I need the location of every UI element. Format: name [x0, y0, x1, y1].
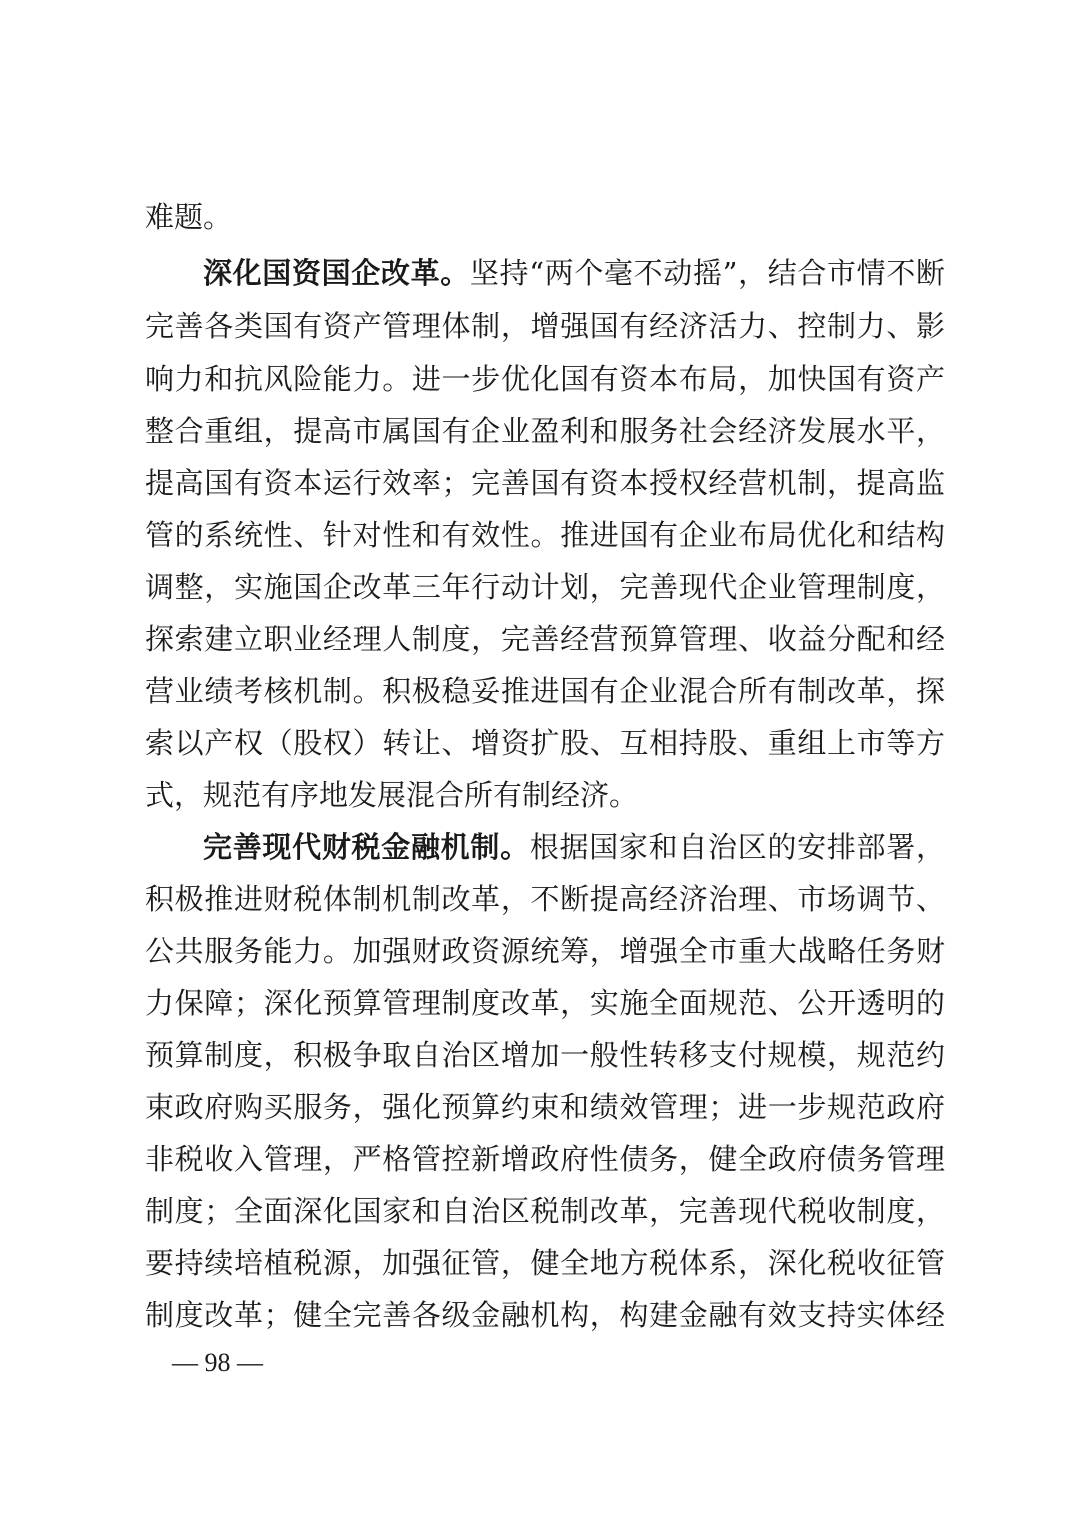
section-heading: 深化国资国企改革。	[203, 256, 470, 290]
paragraph-line: 制度改革；健全完善各级金融机构，构建金融有效支持实体经	[145, 1298, 945, 1332]
paragraph-line: 力保障；深化预算管理制度改革，实施全面规范、公开透明的	[145, 986, 945, 1020]
paragraph-line: 管的系统性、针对性和有效性。推进国有企业布局优化和结构	[145, 518, 945, 552]
paragraph-line: 式，规范有序地发展混合所有制经济。	[145, 778, 639, 812]
paragraph-line: 要持续培植税源，加强征管，健全地方税体系，深化税收征管	[145, 1246, 945, 1280]
paragraph-line: 公共服务能力。加强财政资源统筹，增强全市重大战略任务财	[145, 934, 945, 968]
paragraph-line: 难题。	[145, 200, 233, 234]
paragraph-line: 束政府购买服务，强化预算约束和绩效管理；进一步规范政府	[145, 1090, 945, 1124]
paragraph-line: 制度；全面深化国家和自治区税制改革，完善现代税收制度，	[145, 1194, 945, 1228]
paragraph-line: 探索建立职业经理人制度，完善经营预算管理、收益分配和经	[145, 622, 945, 656]
paragraph-line: 整合重组，提高市属国有企业盈利和服务社会经济发展水平，	[145, 414, 945, 448]
paragraph-line: 提高国有资本运行效率；完善国有资本授权经营机制，提高监	[145, 466, 945, 500]
section-heading: 完善现代财税金融机制。	[203, 830, 530, 864]
paragraph-line: 积极推进财税体制机制改革，不断提高经济治理、市场调节、	[145, 882, 945, 916]
paragraph-line: 响力和抗风险能力。进一步优化国有资本布局，加快国有资产	[145, 362, 945, 396]
page-number: — 98 —	[172, 1348, 263, 1377]
paragraph-line: 完善现代财税金融机制。根据国家和自治区的安排部署，	[203, 830, 945, 864]
paragraph-line: 非税收入管理，严格管控新增政府性债务，健全政府债务管理	[145, 1142, 945, 1176]
paragraph-line: 索以产权（股权）转让、增资扩股、互相持股、重组上市等方	[145, 726, 945, 760]
paragraph-line: 调整，实施国企改革三年行动计划，完善现代企业管理制度，	[145, 570, 945, 604]
paragraph-line: 完善各类国有资产管理体制，增强国有经济活力、控制力、影	[145, 309, 945, 343]
paragraph-line: 预算制度，积极争取自治区增加一般性转移支付规模，规范约	[145, 1038, 945, 1072]
paragraph-line: 营业绩考核机制。积极稳妥推进国有企业混合所有制改革，探	[145, 674, 945, 708]
paragraph-line: 深化国资国企改革。坚持“两个毫不动摇”，结合市情不断	[203, 256, 945, 290]
